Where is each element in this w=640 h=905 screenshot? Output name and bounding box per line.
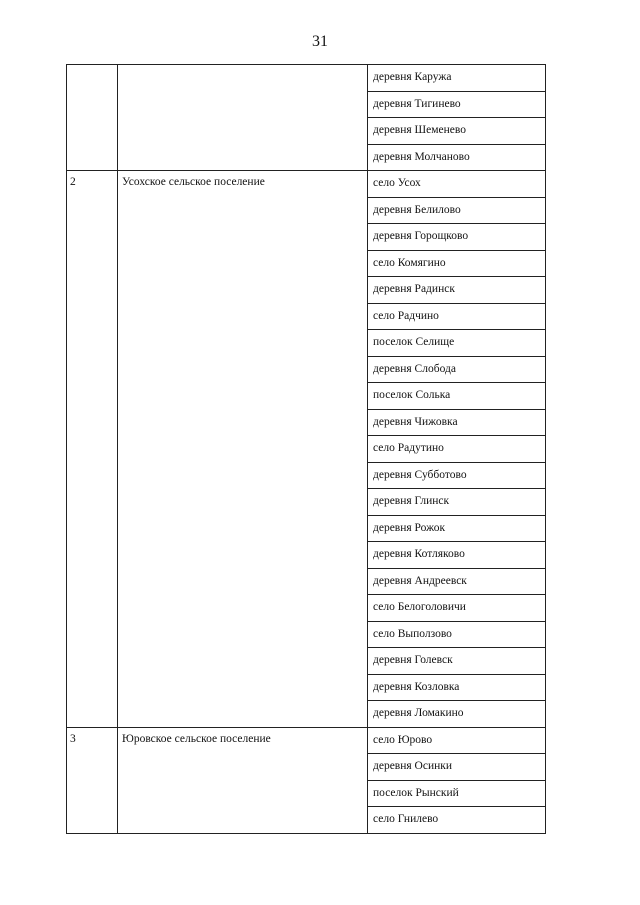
locality-name: деревня Шеменево bbox=[368, 118, 546, 145]
settlement-name: Усохское сельское поселение bbox=[118, 171, 368, 728]
locality-name: деревня Молчаново bbox=[368, 144, 546, 171]
locality-name: деревня Голевск bbox=[368, 648, 546, 675]
settlement-number: 2 bbox=[67, 171, 118, 728]
locality-name: село Гнилево bbox=[368, 807, 546, 834]
locality-name: село Комягино bbox=[368, 250, 546, 277]
settlement-name bbox=[118, 65, 368, 171]
table-row bbox=[67, 171, 546, 198]
locality-name: село Радутино bbox=[368, 436, 546, 463]
locality-name: деревня Андреевск bbox=[368, 568, 546, 595]
settlements-table bbox=[66, 64, 546, 834]
locality-name: деревня Тигинево bbox=[368, 91, 546, 118]
locality-name: село Радчино bbox=[368, 303, 546, 330]
page-number: 31 bbox=[312, 33, 328, 50]
locality-name: деревня Слобода bbox=[368, 356, 546, 383]
table-row bbox=[67, 727, 546, 754]
locality-name: деревня Каружа bbox=[368, 65, 546, 92]
locality-name: деревня Козловка bbox=[368, 674, 546, 701]
locality-name: село Юрово bbox=[368, 727, 546, 754]
settlement-name: Юровское сельское поселение bbox=[118, 727, 368, 833]
table-row bbox=[67, 65, 546, 92]
locality-name: деревня Радинск bbox=[368, 277, 546, 304]
locality-name: поселок Рынский bbox=[368, 780, 546, 807]
locality-name: деревня Белилово bbox=[368, 197, 546, 224]
settlement-number: 3 bbox=[67, 727, 118, 833]
locality-name: деревня Рожок bbox=[368, 515, 546, 542]
locality-name: деревня Чижовка bbox=[368, 409, 546, 436]
locality-name: деревня Ломакино bbox=[368, 701, 546, 728]
locality-name: деревня Осинки bbox=[368, 754, 546, 781]
locality-name: село Усох bbox=[368, 171, 546, 198]
locality-name: деревня Горощково bbox=[368, 224, 546, 251]
locality-name: деревня Глинск bbox=[368, 489, 546, 516]
settlements-table-body bbox=[67, 65, 546, 834]
locality-name: село Выползово bbox=[368, 621, 546, 648]
locality-name: деревня Котляково bbox=[368, 542, 546, 569]
locality-name: поселок Солька bbox=[368, 383, 546, 410]
locality-name: деревня Субботово bbox=[368, 462, 546, 489]
locality-name: поселок Селище bbox=[368, 330, 546, 357]
settlement-number bbox=[67, 65, 118, 171]
locality-name: село Белоголовичи bbox=[368, 595, 546, 622]
